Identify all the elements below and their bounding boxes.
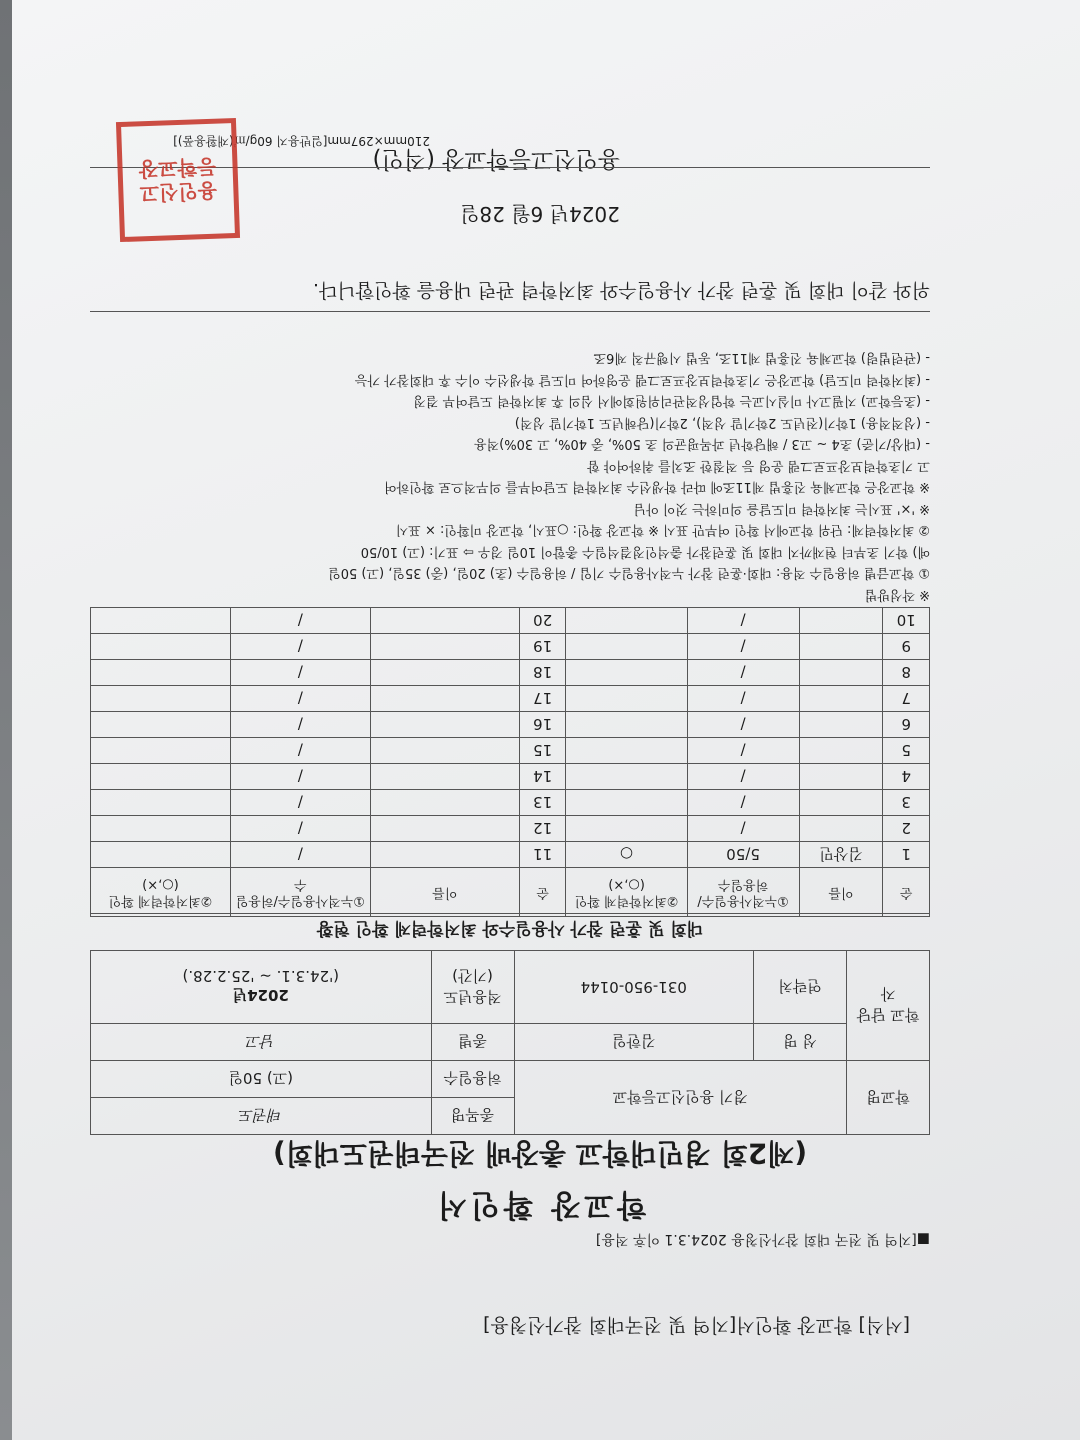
contact-label: 연락처 [754, 951, 847, 1024]
table-cell [91, 816, 231, 842]
table-cell: / [230, 738, 370, 764]
table-cell [91, 608, 231, 634]
position-value: 남고 [91, 1024, 432, 1061]
table-cell: / [687, 686, 799, 712]
table-cell [799, 738, 883, 764]
table-cell: / [687, 816, 799, 842]
header-cell: 순 [519, 868, 566, 917]
participation-table [90, 607, 930, 917]
table-cell [799, 608, 883, 634]
table-cell: / [230, 660, 370, 686]
header-cell: ①누적사용일수/허용일수 [687, 868, 799, 917]
table-cell [91, 790, 231, 816]
table-cell: 16 [519, 712, 566, 738]
table-cell: 3 [883, 790, 930, 816]
section-title: 대회 및 훈련 참가 사용일수와 최저학력제 확인 현황 [90, 913, 930, 943]
table-cell: 10 [883, 608, 930, 634]
table-cell: 20 [519, 608, 566, 634]
table-cell: 9 [883, 634, 930, 660]
year-value: 2024년 [232, 986, 289, 1005]
table-cell [370, 712, 519, 738]
table-row [91, 712, 930, 738]
table-cell [370, 686, 519, 712]
table-cell [799, 660, 883, 686]
position-label: 종별 [431, 1024, 514, 1061]
note-line: 예) 학기 초부터 현재까지 대회 및 훈련참가 출석인정결석일수 총합이 10일 경우 ⇨ 표기: (고) 10/50 [360, 544, 930, 559]
form-subnote: ■[지역 및 전국 대회 참가신청용 2024.3.1 이후 적용] [595, 1231, 930, 1247]
table-cell: 6 [883, 712, 930, 738]
sport-label: 종목명 [431, 1098, 514, 1135]
table-cell: 12 [519, 816, 566, 842]
contact-value: 031-950-0144 [514, 951, 753, 1024]
table-row [91, 660, 930, 686]
table-cell: 17 [519, 686, 566, 712]
table-cell: 5/50 [687, 842, 799, 868]
allowed-value: (고) 50일 [91, 1061, 432, 1098]
table-row [91, 608, 930, 634]
name-value: 김한일 [514, 1024, 753, 1061]
table-cell [566, 790, 687, 816]
table-cell [91, 842, 231, 868]
table-row [91, 842, 930, 868]
table-cell [799, 712, 883, 738]
table-cell: / [687, 764, 799, 790]
table-cell [370, 816, 519, 842]
header-cell: ②최저학력제 확인(○,×) [566, 868, 687, 917]
note-line: 고 기초학력보장프로그램 운영 등 적절한 조치를 취하여야 함 [587, 458, 930, 473]
table-cell [799, 634, 883, 660]
table-row [91, 738, 930, 764]
table-cell: 19 [519, 634, 566, 660]
table-cell: 14 [519, 764, 566, 790]
table-cell [370, 608, 519, 634]
table-cell: / [230, 816, 370, 842]
table-cell: 김상민 [799, 842, 883, 868]
table-cell [799, 764, 883, 790]
table-cell: / [230, 790, 370, 816]
table-cell [370, 634, 519, 660]
table-cell: 2 [883, 816, 930, 842]
note-line: - (대상/기준) 초4 ~ 고3 / 해당학년 과목평균의 초 50%, 중 40%, 고 30%)적용 [474, 436, 930, 452]
table-cell: / [687, 738, 799, 764]
official-seal: 용인신고 등학교장 [116, 118, 240, 242]
table-cell: / [687, 634, 799, 660]
manager-label: 학교 담당자 [847, 951, 930, 1061]
table-row [91, 686, 930, 712]
table-cell [370, 738, 519, 764]
table-cell: / [230, 764, 370, 790]
table-cell [370, 790, 519, 816]
form-title: [서식] 학교장 확인서[지역 및 전국대회 참가신청용] [483, 1314, 910, 1336]
header-cell: 이름 [370, 868, 519, 917]
table-cell: / [230, 686, 370, 712]
table-row [91, 634, 930, 660]
table-header [91, 868, 930, 917]
table-cell [91, 738, 231, 764]
header-cell: ②최저학력제 확인(○,×) [91, 868, 231, 917]
table-cell [91, 634, 231, 660]
year-label: 적용년도 (기간) [431, 951, 514, 1024]
table-cell [91, 686, 231, 712]
table-cell: 1 [883, 842, 930, 868]
table-cell: 18 [519, 660, 566, 686]
note-line: ① 학교급별 허용일수 적용: 대회·훈련 참가 누적사용일수 기입 / 허용일수 (초) 20일, (중) 35일, (고) 50일 [328, 565, 930, 581]
table-cell [799, 816, 883, 842]
table-cell [566, 608, 687, 634]
table-cell: / [687, 790, 799, 816]
table-cell: / [687, 608, 799, 634]
table-cell: / [230, 634, 370, 660]
school-info-table [90, 950, 930, 1135]
table-cell: 4 [883, 764, 930, 790]
sport-value: 태권도 [91, 1098, 432, 1135]
school-signature: 용인신고등학교장 (직인) [372, 146, 620, 172]
signature-date: 2024년 6월 28일 [460, 202, 620, 226]
table-cell: 7 [883, 686, 930, 712]
confirmation-text: 위와 같이 대회 및 훈련 참가 사용일수와 최저학력 관련 내용을 확인합니다. [90, 275, 930, 312]
note-line: - (최저학력 미도달) 학교장은 기초학력보장프로그램 운영하여 미도달 학생선수 이수 후 대회참가 가능 [354, 372, 930, 387]
document-title: 학교장 확인서 [433, 1187, 647, 1222]
table-cell: / [687, 712, 799, 738]
header-cell: ①누적사용일수/허용일수 [230, 868, 370, 917]
table-cell [566, 764, 687, 790]
table-cell [566, 738, 687, 764]
note-line: ② 최저학력제: 단위 학교에서 확인 여부만 표시 ※ 학교장 확인: ○표시, 학교장 미확인: × 표시 [395, 522, 930, 538]
table-cell [799, 686, 883, 712]
table-cell: / [230, 608, 370, 634]
header-cell: 이름 [799, 868, 883, 917]
table-cell [91, 764, 231, 790]
note-line: ※ 작성방법 [864, 587, 930, 602]
event-title: (제2회 경민대학교 총장배 전국태권도대회) [272, 1137, 808, 1170]
table-cell [91, 660, 231, 686]
name-label: 성 명 [754, 1024, 847, 1061]
table-row [91, 790, 930, 816]
note-line: - (성적적용) 1학기(전년도 2학기말 성적), 2학기(당해년도 1학기말 성적) [514, 415, 930, 430]
note-line: - (관련법령) 학교체육 진흥법 제11조, 동법 시행규칙 제6조 [593, 350, 930, 366]
school-label: 학교명 [847, 1061, 930, 1135]
table-row [91, 764, 930, 790]
table-cell [566, 712, 687, 738]
table-cell: 15 [519, 738, 566, 764]
table-cell [566, 634, 687, 660]
table-cell: 13 [519, 790, 566, 816]
note-line: - (초등학교) 지필고사 미실시교는 학업성적관리위원회에서 심의 후 최저학력 도달여부 결정 [413, 393, 930, 409]
year-cell [91, 951, 432, 1024]
instructions [90, 347, 930, 605]
table-cell: / [687, 660, 799, 686]
table-cell: / [230, 712, 370, 738]
table-cell [91, 712, 231, 738]
table-cell: ○ [566, 842, 687, 868]
table-cell: 8 [883, 660, 930, 686]
table-cell [370, 764, 519, 790]
school-value: 경기 용인신고등학교 [514, 1061, 846, 1135]
table-cell [566, 660, 687, 686]
table-cell: / [230, 842, 370, 868]
table-cell [370, 842, 519, 868]
allowed-label: 허용일수 [431, 1061, 514, 1098]
table-cell [799, 790, 883, 816]
period-value: ('24.3.1. ~ '25.2.28.) [182, 967, 340, 986]
table-cell [566, 686, 687, 712]
table-cell: 5 [883, 738, 930, 764]
paper-note: 210mm×297mm[일반용지 60g/㎡(재활용품)] [173, 134, 430, 148]
table-row [91, 816, 930, 842]
header-cell: 순 [883, 868, 930, 917]
note-line: ※ '×' 표시는 최저학력 미도달을 의미하는 것이 아님 [633, 501, 930, 516]
note-line: ※ 학교장은 학교체육 진흥법 제11조에 따라 학생선수 최저학력 도달여부를 의무적으로 확인하여 [384, 479, 930, 495]
table-cell [370, 660, 519, 686]
table-cell [566, 816, 687, 842]
table-cell: 11 [519, 842, 566, 868]
